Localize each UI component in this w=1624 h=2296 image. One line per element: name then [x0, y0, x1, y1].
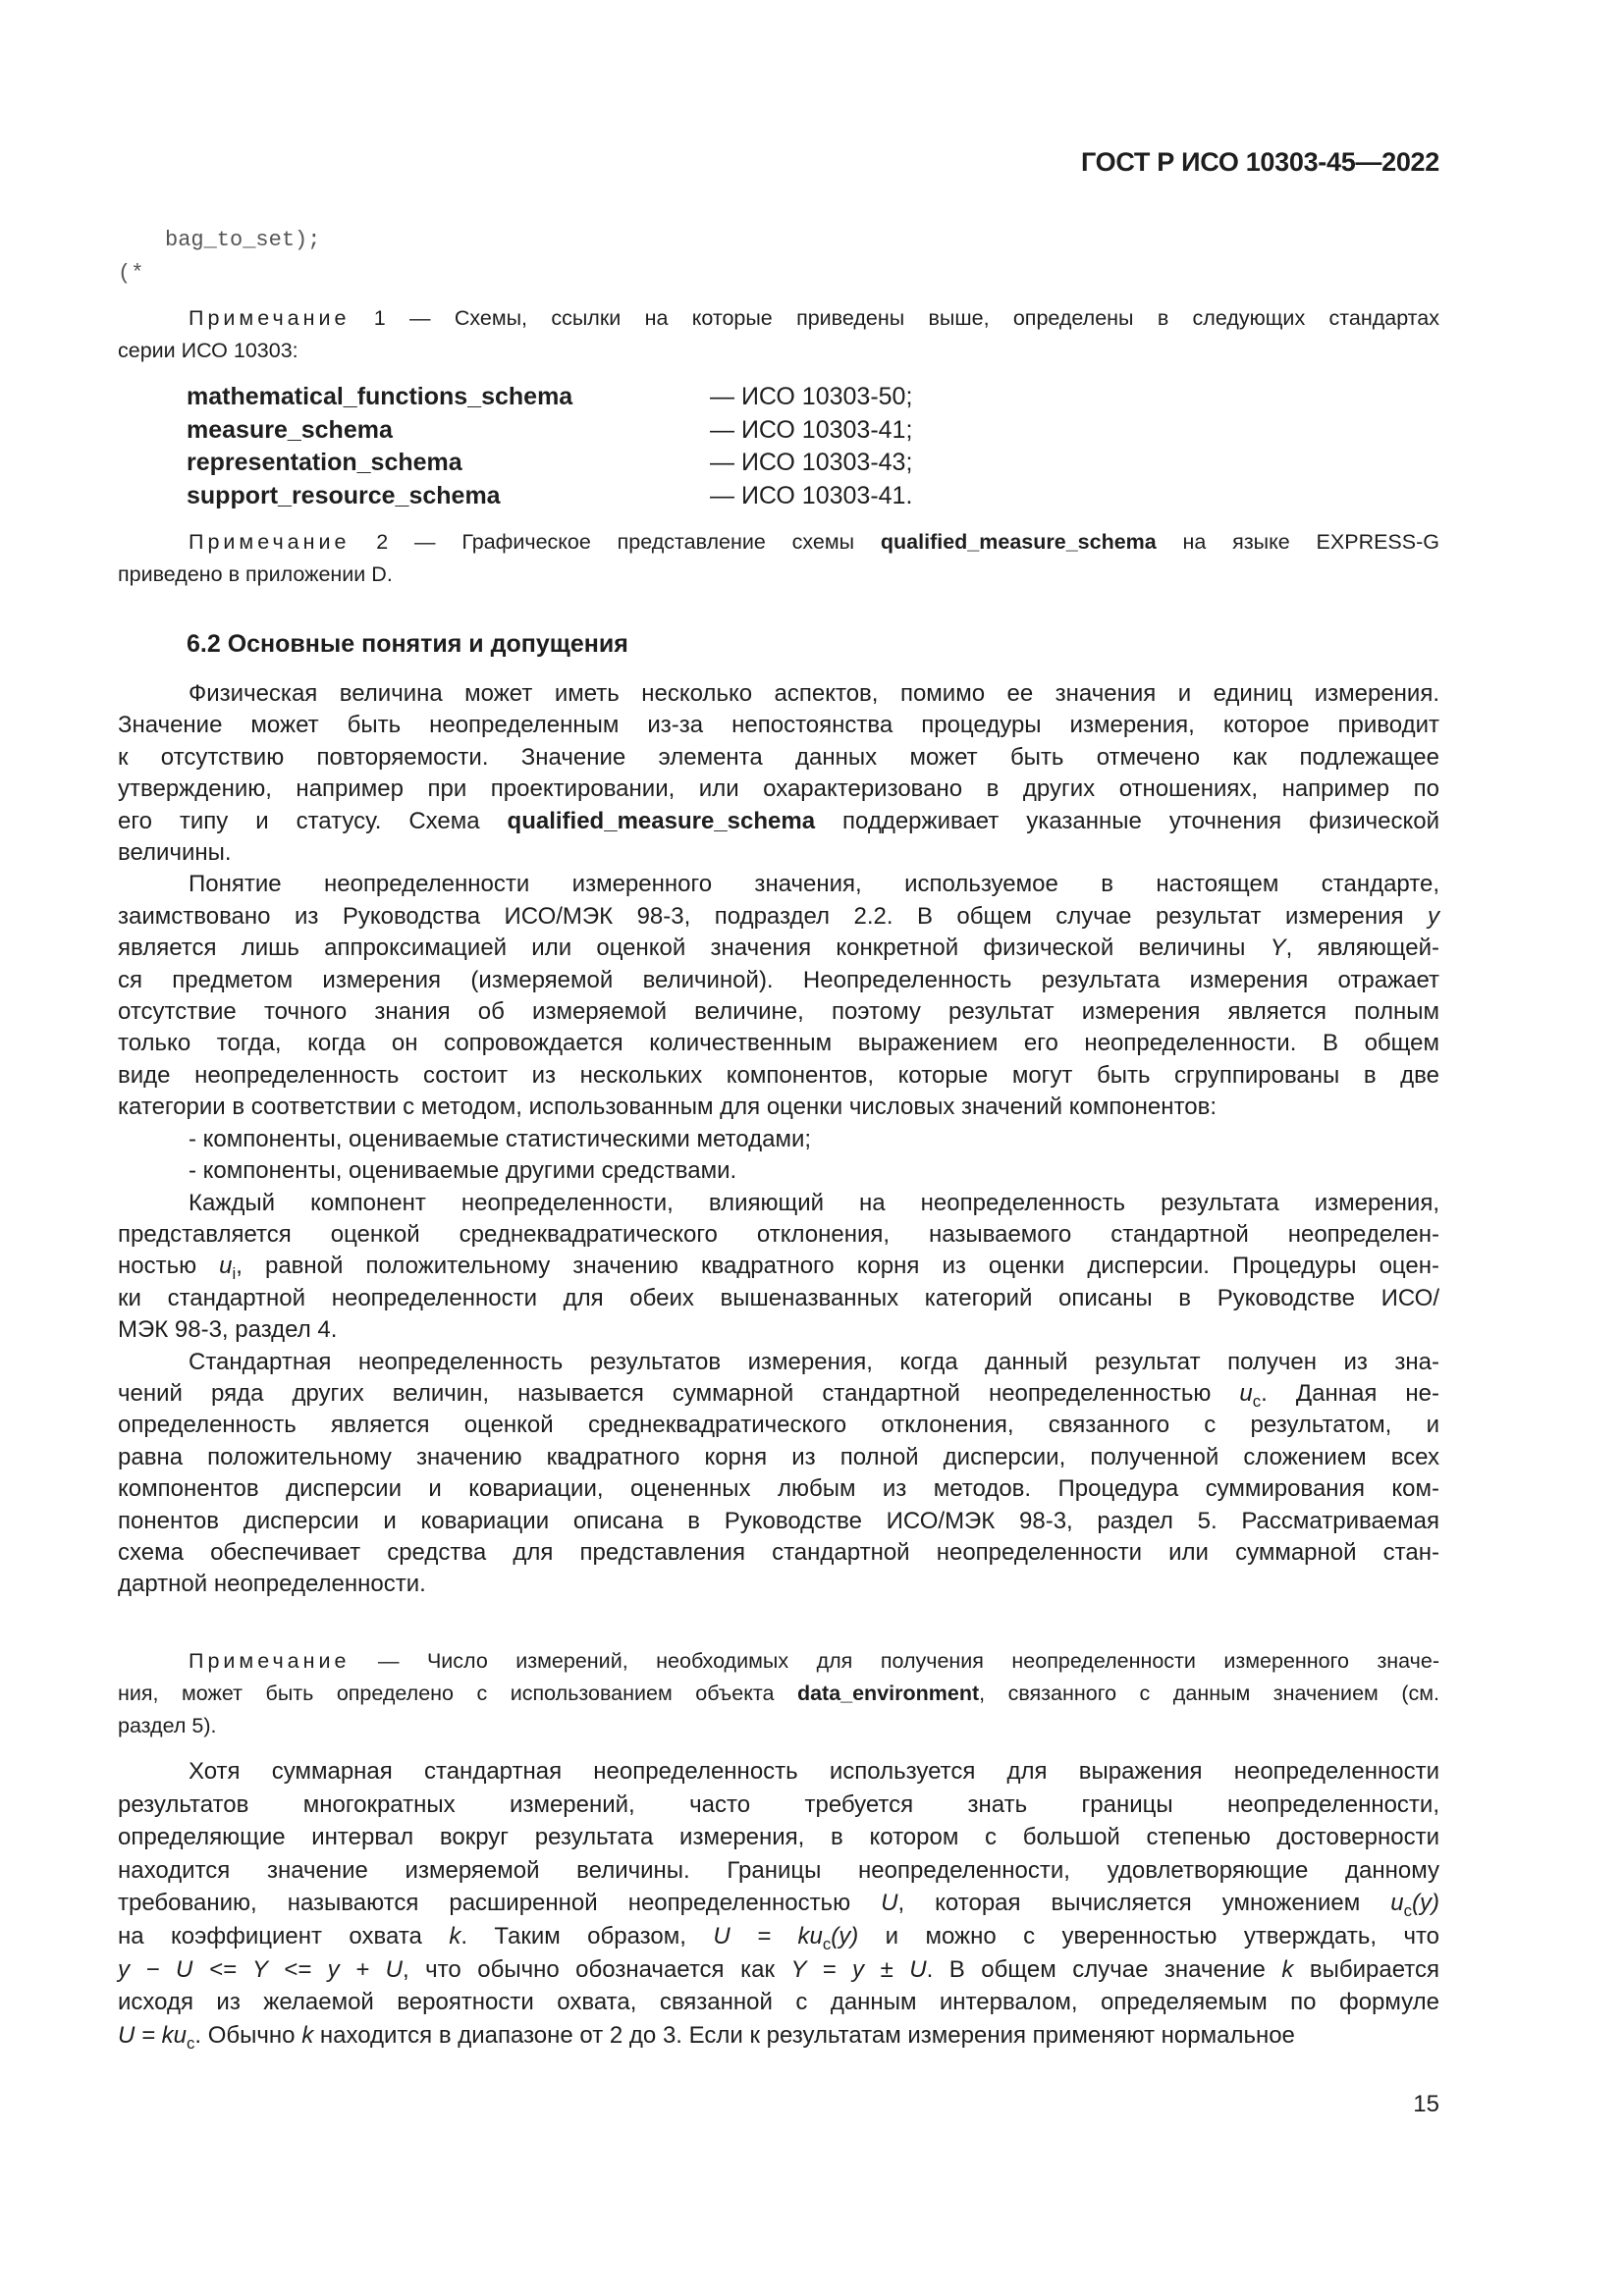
schema-ref: — ИСО 10303-50;: [710, 383, 913, 410]
text-run: ки стандартной неопределенности для обеих вышеназванных категорий описаны в Руководстве ИСО/: [118, 1284, 1439, 1311]
text-line: [118, 302, 1439, 335]
text-line: [118, 1124, 1439, 1155]
text-run: чений ряда других величин, называется суммарной стандартной неопределенностью: [118, 1379, 1240, 1407]
note-label: Примечание: [189, 1649, 351, 1673]
code-line: bag_to_set);: [165, 228, 321, 252]
text-line: [118, 1920, 1439, 1953]
text-line: [118, 1645, 1439, 1678]
text-line: [118, 710, 1439, 741]
text-run: утверждению, например при проектировании, или охарактеризовано в других отношениях, например по: [118, 775, 1439, 803]
subscript: c: [1403, 1901, 1413, 1921]
subscript: c: [822, 1934, 832, 1953]
text-line: [118, 869, 1439, 900]
text-line: [118, 335, 1439, 367]
text-run: на языке EXPRESS-G: [1156, 530, 1439, 554]
text-line: [118, 678, 1439, 710]
text-run: понентов дисперсии и ковариации описана в Руководстве ИСО/МЭК 98-3, раздел 5. Рассматриваемая: [118, 1507, 1439, 1534]
text-line: [118, 1060, 1439, 1092]
schema-name: support_resource_schema: [187, 481, 501, 509]
section-heading: 6.2 Основные понятия и допущения: [187, 630, 628, 658]
note-3: [118, 1645, 1439, 1742]
bold-term: qualified_measure_schema: [507, 807, 816, 834]
math-symbol: (y): [831, 1922, 859, 1949]
text-run: представляется оценкой среднеквадратического отклонения, называемого стандартной неопределен-: [118, 1220, 1439, 1248]
text-line: [118, 1028, 1439, 1059]
schema-reference-list: [187, 381, 912, 512]
note-1: [118, 302, 1439, 367]
text-run: равна положительному значению квадратного корня из полной дисперсии, полученной сложением всех: [118, 1443, 1439, 1470]
text-run: 1 — Схемы, ссылки на которые приведены выше, определены в следующих стандартах: [350, 306, 1439, 330]
text-run: находится в диапазоне от 2 до 3. Если к результатам измерения применяют нормальное: [313, 2021, 1295, 2049]
text-line: [118, 1283, 1439, 1314]
bold-term: qualified_measure_schema: [880, 530, 1157, 554]
text-line: [118, 806, 1439, 837]
math-symbol: U: [881, 1890, 898, 1917]
text-run: ся предметом измерения (измеряемой величиной). Неопределенность результата измерения отражает: [118, 966, 1439, 993]
text-run: Значение может быть неопределенным из-за непостоянства процедуры измерения, которое приводит: [118, 712, 1439, 739]
text-run: . Обычно: [194, 2021, 302, 2049]
text-run: МЭК 98-3, раздел 4.: [118, 1316, 338, 1344]
text-line: [118, 1410, 1439, 1441]
text-run: к отсутствию повторяемости. Значение элемента данных может быть отмечено как подлежащее: [118, 743, 1439, 771]
text-run: виде неопределенность состоит из нескольких компонентов, которые могут быть сгруппированы в две: [118, 1061, 1439, 1089]
math-symbol: u: [1390, 1890, 1404, 1917]
text-run: находится значение измеряемой величины. Границы неопределенности, удовлетворяющие данному: [118, 1856, 1439, 1884]
text-line: [118, 1314, 1439, 1346]
text-run: , связанного с данным значением (см.: [979, 1682, 1439, 1705]
text-run: результатов многократных измерений, часто требуется знать границы неопределенности,: [118, 1790, 1439, 1818]
text-run: выбирается: [1293, 1955, 1440, 1983]
text-run: на коэффициент охвата: [118, 1922, 450, 1949]
schema-row: [187, 414, 912, 448]
text-run: Хотя суммарная стандартная неопределенность используется для выражения неопределенности: [189, 1758, 1439, 1785]
text-line: [118, 1506, 1439, 1537]
text-line: [118, 965, 1439, 996]
body-text-expanded-uncertainty: [118, 1755, 1439, 2052]
text-line: [118, 1378, 1439, 1410]
text-line: [118, 933, 1439, 964]
text-line: [118, 1755, 1439, 1789]
text-run: отсутствие точного знания об измеряемой величине, поэтому результат измерения является полным: [118, 998, 1439, 1026]
text-line: [118, 1537, 1439, 1569]
text-run: 2 — Графическое представление схемы: [350, 530, 881, 554]
subscript: i: [232, 1264, 237, 1284]
math-symbol: k: [301, 2021, 314, 2049]
schema-ref: — ИСО 10303-41.: [710, 481, 913, 509]
text-run: - компоненты, оцениваемые статистическими методами;: [189, 1125, 812, 1152]
text-run: определенность является оценкой среднеквадратического отклонения, связанного с результатом, и: [118, 1412, 1439, 1439]
text-run: категории в соответствии с методом, использованным для оценки числовых значений компонентов:: [118, 1094, 1217, 1121]
text-line: [118, 1442, 1439, 1473]
text-line: [118, 1887, 1439, 1920]
schema-row: [187, 447, 912, 480]
text-line: [118, 901, 1439, 933]
math-symbol: Y: [1270, 934, 1286, 962]
text-run: Понятие неопределенности измеренного значения, используемое в настоящем стандарте,: [189, 871, 1439, 898]
text-run: ностью: [118, 1253, 220, 1280]
text-line: [118, 837, 1439, 869]
math-symbol: U = ku: [118, 2021, 188, 2049]
text-run: . Таким образом,: [460, 1922, 714, 1949]
schema-name: mathematical_functions_schema: [187, 383, 573, 410]
math-symbol: y: [1428, 902, 1439, 930]
text-run: серии ИСО 10303:: [118, 339, 298, 362]
text-run: , что обычно обозначается как: [402, 1955, 791, 1983]
text-run: его типу и статусу. Схема: [118, 807, 508, 834]
math-symbol: y − U <= Y <= y + U: [118, 1955, 403, 1983]
math-symbol: k: [449, 1922, 461, 1949]
text-line: [118, 1219, 1439, 1251]
page-number: 15: [1413, 2091, 1439, 2117]
text-run: приведено в приложении D.: [118, 562, 393, 586]
subscript: c: [187, 2033, 195, 2053]
text-run: требованию, называются расширенной неопределенностью: [118, 1890, 882, 1917]
text-line: [118, 559, 1439, 591]
text-run: схема обеспечивает средства для представления стандартной неопределенности или суммарной стан-: [118, 1538, 1439, 1566]
text-run: и можно с уверенностью утверждать, что: [858, 1922, 1440, 1949]
text-line: [118, 996, 1439, 1028]
math-symbol: u: [219, 1253, 233, 1280]
document-header-id: ГОСТ Р ИСО 10303-45—2022: [1081, 147, 1439, 177]
schema-ref: — ИСО 10303-43;: [710, 449, 913, 476]
text-run: только тогда, когда он сопровождается количественным выражением его неопределенности. В общем: [118, 1030, 1439, 1057]
text-line: [118, 1821, 1439, 1854]
math-symbol: Y = y ± U: [790, 1955, 927, 1983]
text-line: [118, 1953, 1439, 1987]
text-line: [118, 1347, 1439, 1378]
text-run: Каждый компонент неопределенности, влияющий на неопределенность результата измерения,: [189, 1189, 1439, 1216]
text-run: ния, может быть определено с использованием объекта: [118, 1682, 797, 1705]
text-run: Стандартная неопределенность результатов измерения, когда данный результат получен из зна-: [189, 1348, 1439, 1375]
text-run: раздел 5).: [118, 1714, 217, 1737]
bold-term: data_environment: [796, 1682, 980, 1705]
schema-name: measure_schema: [187, 415, 393, 444]
text-run: компонентов дисперсии и ковариации, оцененных любым из методов. Процедура суммирования ком-: [118, 1475, 1439, 1503]
schema-name: representation_schema: [187, 449, 462, 476]
text-run: . В общем случае значение: [926, 1955, 1282, 1983]
text-run: Физическая величина может иметь несколько аспектов, помимо ее значения и единиц измерения.: [189, 680, 1439, 707]
body-text-main: [118, 678, 1439, 1601]
text-run: поддерживает указанные уточнения физической: [815, 807, 1440, 834]
math-symbol: (y): [1412, 1890, 1439, 1917]
text-line: [118, 1710, 1439, 1742]
text-line: [118, 2019, 1439, 2053]
subscript: c: [1252, 1391, 1262, 1411]
text-line: [118, 1678, 1439, 1710]
math-symbol: k: [1281, 1955, 1294, 1983]
code-comment-open: (*: [118, 261, 144, 286]
text-line: [118, 1092, 1439, 1123]
text-line: [118, 774, 1439, 805]
note-label: Примечание: [189, 530, 351, 554]
text-run: , являющей-: [1285, 934, 1439, 962]
text-run: исходя из желаемой вероятности охвата, связанной с данным интервалом, определяемым по формуле: [118, 1989, 1439, 2016]
schema-row: [187, 381, 912, 414]
note-2: [118, 526, 1439, 591]
text-run: . Данная не-: [1261, 1379, 1439, 1407]
text-run: - компоненты, оцениваемые другими средствами.: [189, 1157, 737, 1185]
text-run: является лишь аппроксимацией или оценкой значения конкретной физической величины: [118, 934, 1271, 962]
text-run: — Число измерений, необходимых для получения неопределенности измеренного значе-: [350, 1649, 1439, 1673]
text-run: величины.: [118, 839, 232, 867]
text-run: определяющие интервал вокруг результата измерения, в котором с большой степенью достоверности: [118, 1824, 1439, 1851]
schema-row: [187, 480, 912, 513]
text-line: [118, 1251, 1439, 1282]
text-line: [118, 1473, 1439, 1505]
text-run: , которая вычисляется умножением: [897, 1890, 1391, 1917]
text-run: заимствовано из Руководства ИСО/МЭК 98-3, подраздел 2.2. В общем случае результат измерения: [118, 902, 1428, 930]
text-line: [118, 526, 1439, 559]
math-symbol: U = ku: [713, 1922, 823, 1949]
schema-ref: — ИСО 10303-41;: [710, 415, 913, 444]
text-run: дартной неопределенности.: [118, 1571, 426, 1598]
text-line: [118, 1155, 1439, 1187]
text-line: [118, 1789, 1439, 1822]
text-run: , равной положительному значению квадратного корня из оценки дисперсии. Процедуры оцен-: [236, 1253, 1439, 1280]
text-line: [118, 1854, 1439, 1888]
text-line: [118, 1569, 1439, 1600]
math-symbol: u: [1239, 1379, 1253, 1407]
text-line: [118, 1986, 1439, 2019]
note-label: Примечание: [189, 306, 351, 330]
text-line: [118, 742, 1439, 774]
text-line: [118, 1188, 1439, 1219]
